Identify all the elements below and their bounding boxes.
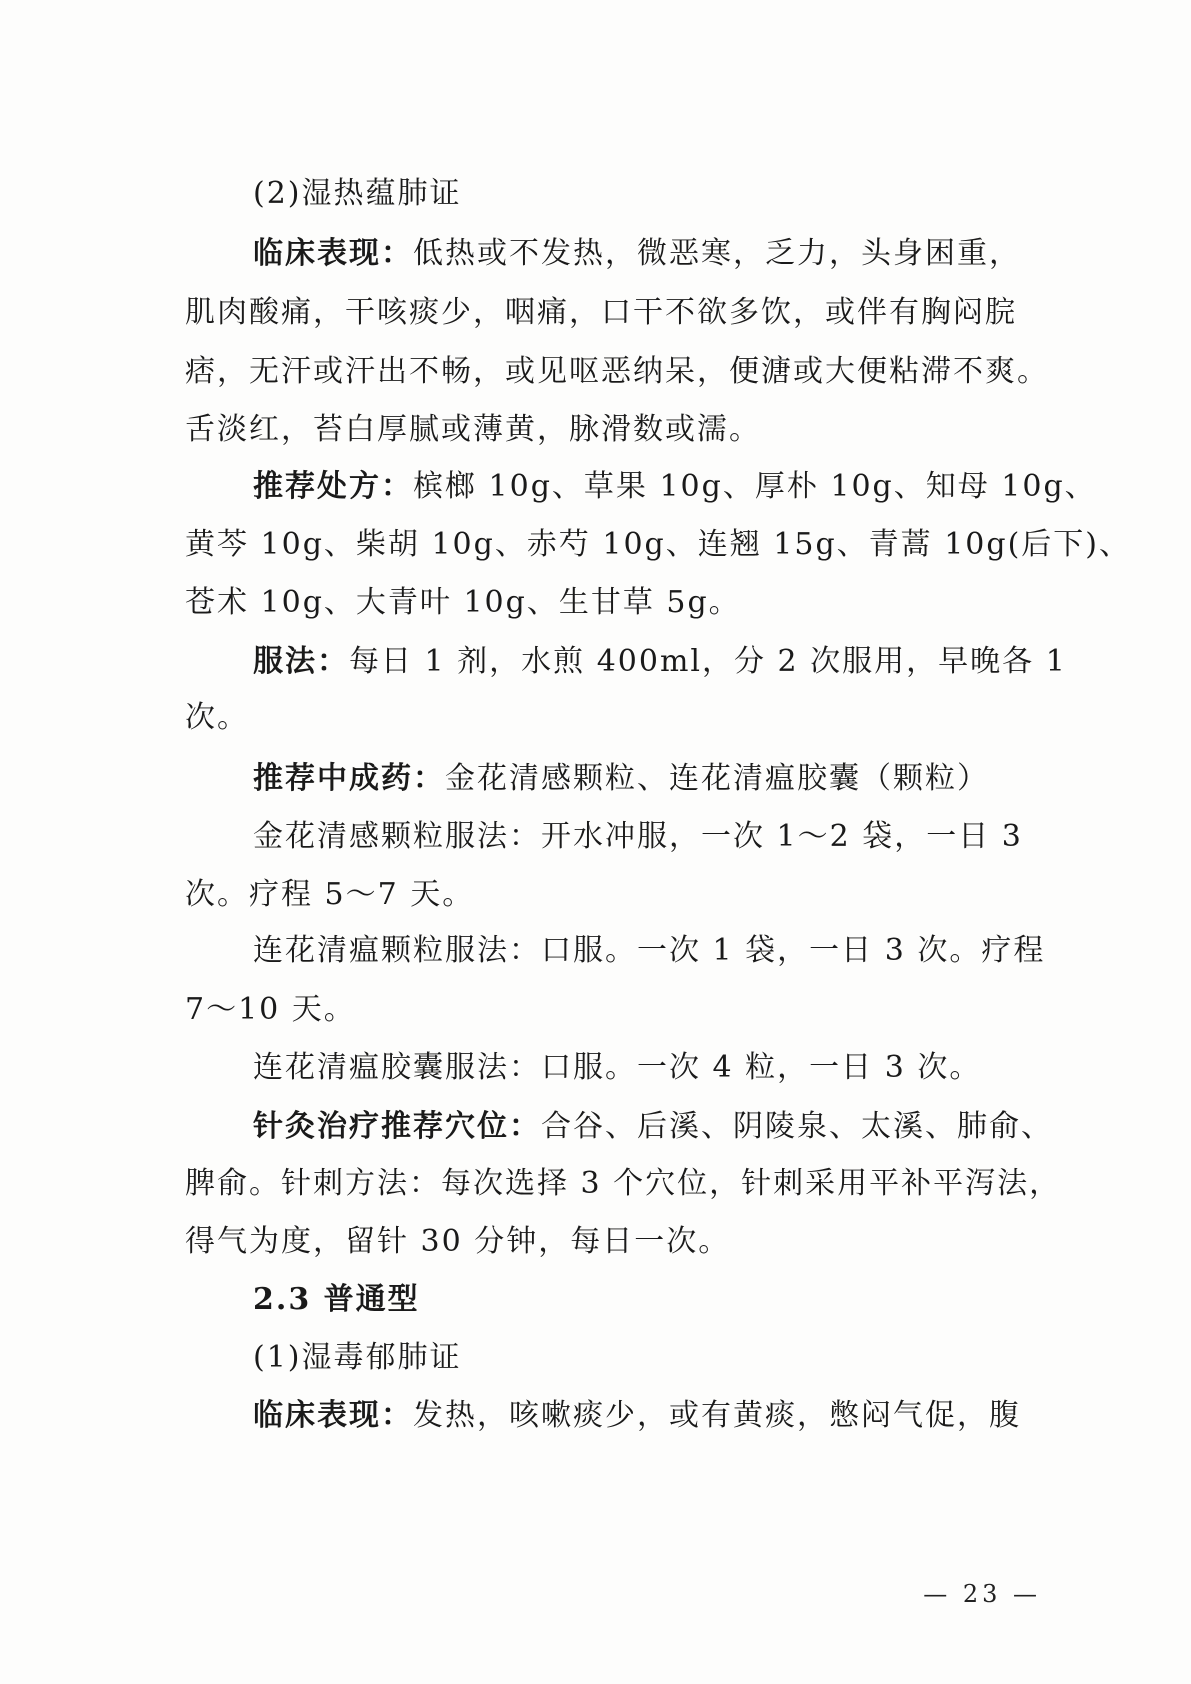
- line-text: 肌肉酸痛，干咳痰少，咽痛，口干不欲多饮，或伴有胸闷脘: [185, 295, 1017, 330]
- line-bold: 服法：: [253, 644, 349, 679]
- line-bold: 临床表现：: [253, 1398, 413, 1433]
- line-text: 黄芩 10g、柴胡 10g、赤芍 10g、连翘 15g、青蒿 10g(后下)、: [185, 527, 1131, 562]
- line-text: 得气为度，留针 30 分钟，每日一次。: [185, 1224, 731, 1259]
- line-text: 连花清瘟胶囊服法：口服。一次 4 粒，一日 3 次。: [253, 1050, 982, 1085]
- line-text: 连花清瘟颗粒服法：口服。一次 1 袋，一日 3 次。疗程: [253, 933, 1046, 968]
- paragraph-line: [253, 234, 1025, 274]
- page-number: — 23 —: [923, 1580, 1041, 1608]
- line-text: 脾俞。针刺方法：每次选择 3 个穴位，针刺采用平补平泻法，: [185, 1166, 1062, 1201]
- paragraph-line: [253, 1396, 1025, 1436]
- line-bold: 推荐中成药：: [253, 761, 445, 796]
- paragraph-line: [185, 990, 1025, 1030]
- paragraph-line: [185, 1222, 1025, 1262]
- line-bold: 推荐处方：: [253, 469, 413, 504]
- line-text: (2)湿热蕴肺证: [253, 176, 462, 211]
- section-heading: [253, 1280, 1025, 1320]
- paragraph-line: [185, 293, 1025, 333]
- paragraph-line: [253, 1048, 1025, 1088]
- paragraph-line: [253, 642, 1067, 682]
- paragraph-line: [185, 352, 1049, 392]
- paragraph-line: [185, 875, 1025, 915]
- paragraph-line: [185, 410, 1025, 450]
- line-text: 次。: [185, 700, 249, 735]
- line-bold: 2.3 普通型: [253, 1282, 420, 1317]
- paragraph-line: [185, 698, 1025, 738]
- paragraph-line: [253, 931, 1046, 971]
- paragraph-line: [185, 1164, 1062, 1204]
- line-bold: 针灸治疗推荐穴位：: [253, 1109, 541, 1144]
- line-text: 每日 1 剂，水煎 400ml，分 2 次服用，早晚各 1: [349, 644, 1067, 679]
- line-text: 合谷、后溪、阴陵泉、太溪、肺俞、: [541, 1109, 1053, 1144]
- line-text: 金花清感颗粒、连花清瘟胶囊（颗粒）: [445, 761, 989, 796]
- paragraph-line: [253, 467, 1097, 507]
- paragraph-line: [185, 583, 1025, 623]
- line-text: 发热，咳嗽痰少，或有黄痰，憋闷气促，腹: [413, 1398, 1021, 1433]
- line-bold: 临床表现：: [253, 236, 413, 271]
- line-text: 槟榔 10g、草果 10g、厚朴 10g、知母 10g、: [413, 469, 1097, 504]
- line-text: 低热或不发热，微恶寒，乏力，头身困重，: [413, 236, 1021, 271]
- heading-shire-yunfei: [253, 174, 1025, 214]
- paragraph-line: [253, 1107, 1053, 1147]
- paragraph-line: [253, 817, 1025, 857]
- line-text: 金花清感颗粒服法：开水冲服，一次 1～2 袋，一日 3: [253, 819, 1023, 854]
- line-text: 7～10 天。: [185, 992, 356, 1027]
- paragraph-line: [253, 759, 1025, 799]
- line-text: 苍术 10g、大青叶 10g、生甘草 5g。: [185, 585, 741, 620]
- line-text: 次。疗程 5～7 天。: [185, 877, 475, 912]
- line-text: 痞，无汗或汗出不畅，或见呕恶纳呆，便溏或大便粘滞不爽。: [185, 354, 1049, 389]
- paragraph-line: [185, 525, 1131, 565]
- subsection-heading: [253, 1338, 1025, 1378]
- line-text: (1)湿毒郁肺证: [253, 1340, 462, 1375]
- line-text: 舌淡红，苔白厚腻或薄黄，脉滑数或濡。: [185, 412, 761, 447]
